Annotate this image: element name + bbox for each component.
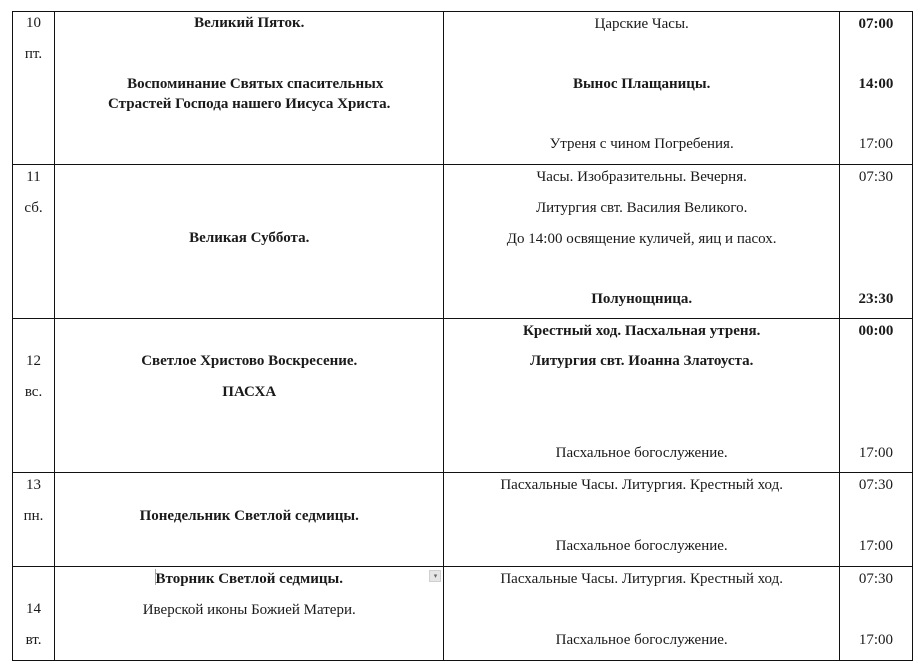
service-time: 17:00 xyxy=(858,538,894,554)
service-time: 07:30 xyxy=(858,169,894,185)
day-number: 10 xyxy=(26,15,42,31)
table-row xyxy=(13,12,913,165)
feast-title: Великий Пяток. xyxy=(194,15,305,31)
service-time: 07:30 xyxy=(858,477,894,493)
feast-line: Страстей Господа нашего Иисуса Христа. xyxy=(108,96,391,112)
day-of-week: пн. xyxy=(23,508,44,524)
service-time: 07:00 xyxy=(858,16,894,32)
service-item: Утреня с чином Погребения. xyxy=(549,136,734,152)
feast-subtitle: Иверской иконы Божией Матери. xyxy=(142,602,356,618)
day-of-week: сб. xyxy=(24,200,43,216)
feast-title: Великая Суббота. xyxy=(189,230,310,246)
day-number: 13 xyxy=(26,477,42,493)
day-cell[interactable] xyxy=(13,319,55,473)
dropdown-marker-icon[interactable]: ▾ xyxy=(429,570,441,582)
schedule-table xyxy=(12,11,913,661)
service-item: Пасхальные Часы. Литургия. Крестный ход. xyxy=(500,571,783,587)
time-cell[interactable] xyxy=(839,165,912,319)
service-time: 23:30 xyxy=(858,291,894,307)
service-item: Вынос Плащаницы. xyxy=(572,76,711,92)
feast-cell[interactable] xyxy=(55,12,444,165)
services-cell[interactable] xyxy=(444,567,839,661)
table-row xyxy=(13,319,913,473)
day-number: 14 xyxy=(26,601,42,617)
day-of-week: вт. xyxy=(25,632,42,648)
services-cell[interactable] xyxy=(444,473,839,567)
services-cell[interactable] xyxy=(444,165,839,319)
day-cell[interactable] xyxy=(13,165,55,319)
day-cell[interactable] xyxy=(13,473,55,567)
day-of-week: вс. xyxy=(24,384,43,400)
feast-subtitle: ПАСХА xyxy=(222,384,277,400)
feast-title: Светлое Христово Воскресение. xyxy=(141,353,358,369)
day-number: 12 xyxy=(26,353,42,369)
feast-cell[interactable] xyxy=(55,567,444,661)
service-item: Царские Часы. xyxy=(594,16,689,32)
feast-title: Понедельник Светлой седмицы. xyxy=(139,508,359,524)
service-item: Пасхальное богослужение. xyxy=(555,445,728,461)
day-cell[interactable] xyxy=(13,12,55,165)
table-row xyxy=(13,473,913,567)
feast-cell[interactable] xyxy=(55,319,444,473)
service-item: Пасхальные Часы. Литургия. Крестный ход. xyxy=(500,477,783,493)
service-time: 17:00 xyxy=(858,632,894,648)
service-item: Литургия свт. Иоанна Златоуста. xyxy=(530,353,754,369)
service-item: Литургия свт. Василия Великого. xyxy=(535,200,748,216)
service-item: Часы. Изобразительны. Вечерня. xyxy=(536,169,747,185)
service-item: Пасхальное богослужение. xyxy=(555,632,728,648)
feast-cell[interactable] xyxy=(55,165,444,319)
time-cell[interactable] xyxy=(839,319,912,473)
service-item: Пасхальное богослужение. xyxy=(555,538,728,554)
time-cell[interactable] xyxy=(839,567,912,661)
services-cell[interactable] xyxy=(444,319,839,473)
table-row xyxy=(13,567,913,661)
table-row xyxy=(13,165,913,319)
services-cell[interactable] xyxy=(444,12,839,165)
time-cell[interactable] xyxy=(839,12,912,165)
service-item: До 14:00 освящение куличей, яиц и пасох. xyxy=(506,231,777,247)
day-of-week: пт. xyxy=(24,46,43,62)
service-time: 14:00 xyxy=(858,76,894,92)
service-time: 00:00 xyxy=(858,323,894,339)
feast-line: Воспоминание Святых спасительных xyxy=(127,76,384,92)
service-item: Крестный ход. Пасхальная утреня. xyxy=(522,323,761,339)
service-time: 07:30 xyxy=(858,571,894,587)
feast-cell[interactable] xyxy=(55,473,444,567)
service-time: 17:00 xyxy=(858,445,894,461)
time-cell[interactable] xyxy=(839,473,912,567)
service-time: 17:00 xyxy=(858,136,894,152)
feast-title: Вторник Светлой седмицы. xyxy=(155,571,343,587)
service-item: Полунощница. xyxy=(591,291,693,307)
day-cell[interactable] xyxy=(13,567,55,661)
day-number: 11 xyxy=(26,169,41,185)
